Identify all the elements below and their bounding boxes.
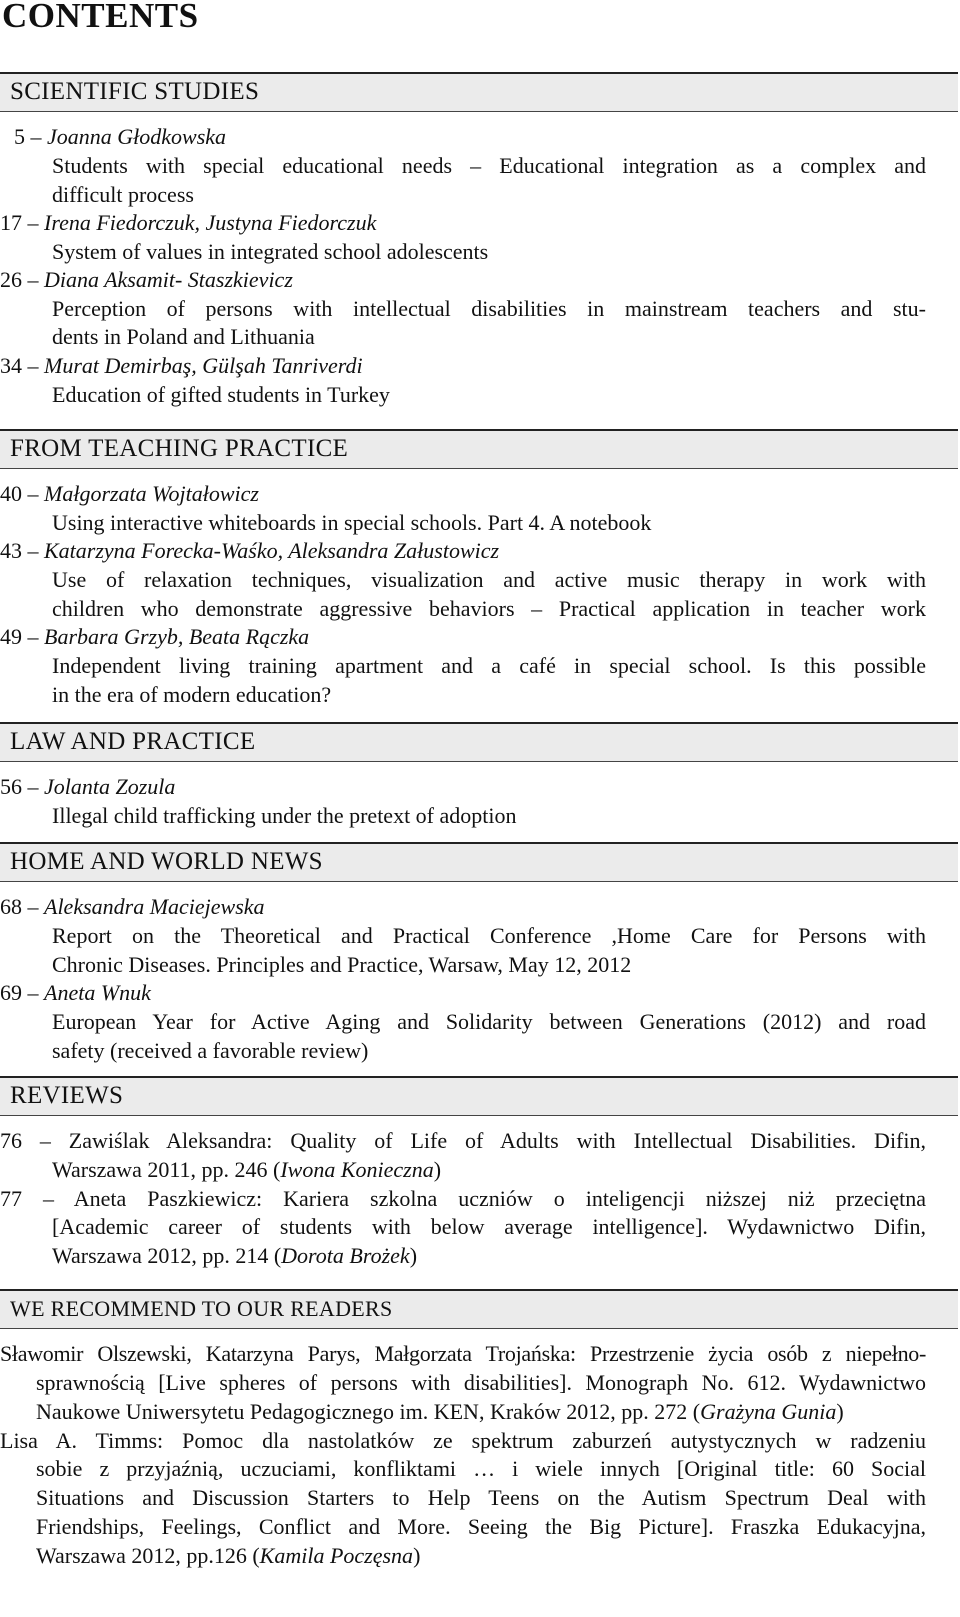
toc-entry-title-line: Use of relaxation techniques, visualization and active music therapy in work with <box>52 567 926 592</box>
page-number: 26 – <box>0 267 44 292</box>
toc-entry-title-line: safety (received a favorable review) <box>52 1038 369 1063</box>
authors: Małgorzata Wojtałowicz <box>44 481 259 506</box>
reviewer-name: Kamila Poczęsna <box>259 1543 414 1568</box>
toc-entry-page56-authors <box>0 772 175 801</box>
toc-entry-page5-authors <box>14 122 226 151</box>
section-heading-we-recommend: WE RECOMMEND TO OUR READERS <box>0 1289 958 1329</box>
review-text: Warszawa 2011, pp. 246 ( <box>52 1157 281 1182</box>
toc-entry-page40-authors <box>0 479 259 508</box>
toc-entry-page68-authors <box>0 892 265 921</box>
page-number: 49 – <box>0 624 44 649</box>
toc-entry-title-line: Independent living training apartment and a café in special school. Is this possible <box>52 653 926 678</box>
section-heading-scientific-studies: SCIENTIFIC STUDIES <box>0 72 958 112</box>
review-entry-line: 77 – Aneta Paszkiewicz: Kariera szkolna uczniów o inteligencji niższej niż przeciętna <box>0 1186 926 1211</box>
review-entry-line: 76 – Zawiślak Aleksandra: Quality of Life of Adults with Intellectual Disabilities. Difin, <box>0 1128 926 1153</box>
toc-entry-page69-authors <box>0 978 151 1007</box>
authors: Jolanta Zozula <box>44 774 176 799</box>
recommend-entry-line <box>36 1397 844 1426</box>
toc-entry-page17-authors <box>0 208 376 237</box>
toc-entry-title-line: difficult process <box>52 182 194 207</box>
toc-entry-title-line: European Year for Active Aging and Solidarity between Generations (2012) and road <box>52 1009 926 1034</box>
recommend-text: ) <box>836 1399 844 1424</box>
section-heading-home-and-world-news: HOME AND WORLD NEWS <box>0 842 958 882</box>
toc-entry-title-line: Perception of persons with intellectual disabilities in mainstream teachers and stu- <box>52 296 926 321</box>
toc-entry-title-line: in the era of modern education? <box>52 682 332 707</box>
authors: Joanna Głodkowska <box>47 124 227 149</box>
recommend-entry-line: Friendships, Feelings, Conflict and More. Seeing the Big Picture]. Fraszka Edukacyjna, <box>36 1514 926 1539</box>
page-number: 69 – <box>0 980 44 1005</box>
authors: Irena Fiedorczuk, Justyna Fiedorczuk <box>44 210 377 235</box>
toc-entry-title-line: Report on the Theoretical and Practical Conference ,Home Care for Persons with <box>52 923 926 948</box>
recommend-entry-line <box>36 1541 420 1570</box>
review-entry-line <box>52 1241 417 1270</box>
recommend-entry-line: Sławomir Olszewski, Katarzyna Parys, Małgorzata Trojańska: Przestrzenie życia osób z niepełno- <box>0 1341 926 1366</box>
toc-entry-page43-authors <box>0 536 499 565</box>
reviewer-name: Dorota Brożek <box>281 1243 410 1268</box>
review-entry-line: [Academic career of students with below average intelligence]. Wydawnictwo Difin, <box>52 1214 926 1239</box>
section-heading-reviews: REVIEWS <box>0 1076 958 1116</box>
reviewer-name: Iwona Konieczna <box>280 1157 434 1182</box>
authors: Aleksandra Maciejewska <box>44 894 265 919</box>
toc-entry-title-line: children who demonstrate aggressive behaviors – Practical application in teacher work <box>52 596 926 621</box>
authors: Diana Aksamit- Staszkievicz <box>44 267 293 292</box>
page-number: 5 – <box>14 124 47 149</box>
recommend-text: Warszawa 2012, pp.126 ( <box>36 1543 260 1568</box>
toc-entry-page26-authors <box>0 265 293 294</box>
page-number: 68 – <box>0 894 44 919</box>
recommend-entry-line: sobie z przyjaźnią, uczuciami, konfliktami … i wiele innych [Original title: 60 Social <box>36 1456 926 1481</box>
page-number: 56 – <box>0 774 44 799</box>
toc-entry-page49-authors <box>0 622 309 651</box>
page-number: 43 – <box>0 538 44 563</box>
page-number: 34 – <box>0 353 44 378</box>
reviewer-name: Grażyna Gunia <box>700 1399 837 1424</box>
recommend-entry-line: sprawnością [Live spheres of persons with disabilities]. Monograph No. 612. Wydawnictwo <box>36 1370 926 1395</box>
toc-entry-title-line: Illegal child trafficking under the pretext of adoption <box>52 803 517 828</box>
toc-entry-title-line: System of values in integrated school adolescents <box>52 239 489 264</box>
review-text: ) <box>409 1243 418 1268</box>
authors: Murat Demirbaş, Gülşah Tanriverdi <box>44 353 363 378</box>
review-entry-line <box>52 1155 441 1184</box>
review-text: ) <box>433 1157 442 1182</box>
authors: Aneta Wnuk <box>44 980 151 1005</box>
page-number: 17 – <box>0 210 44 235</box>
page-title: CONTENTS <box>2 0 199 35</box>
authors: Katarzyna Forecka-Waśko, Aleksandra Załustowicz <box>44 538 500 563</box>
authors: Barbara Grzyb, Beata Rączka <box>44 624 310 649</box>
toc-entry-title-line: Chronic Diseases. Principles and Practice, Warsaw, May 12, 2012 <box>52 952 632 977</box>
review-text: Warszawa 2012, pp. 214 ( <box>52 1243 282 1268</box>
recommend-entry-line: Lisa A. Timms: Pomoc dla nastolatków ze spektrum zaburzeń autystycznych w radzeniu <box>0 1428 926 1453</box>
section-heading-law-and-practice: LAW AND PRACTICE <box>0 722 958 762</box>
recommend-text: ) <box>413 1543 421 1568</box>
recommend-text: Naukowe Uniwersytetu Pedagogicznego im. KEN, Kraków 2012, pp. 272 ( <box>36 1399 701 1424</box>
page-number: 40 – <box>0 481 44 506</box>
toc-entry-title-line: dents in Poland and Lithuania <box>52 324 315 349</box>
toc-entry-title-line: Using interactive whiteboards in special schools. Part 4. A notebook <box>52 510 652 535</box>
toc-entry-page34-authors <box>0 351 363 380</box>
section-heading-from-teaching-practice: FROM TEACHING PRACTICE <box>0 429 958 469</box>
recommend-entry-line: Situations and Discussion Starters to Help Teens on the Autism Spectrum Deal with <box>36 1485 926 1510</box>
toc-entry-title-line: Students with special educational needs – Educational integration as a complex and <box>52 153 926 178</box>
toc-entry-title-line: Education of gifted students in Turkey <box>52 382 390 407</box>
